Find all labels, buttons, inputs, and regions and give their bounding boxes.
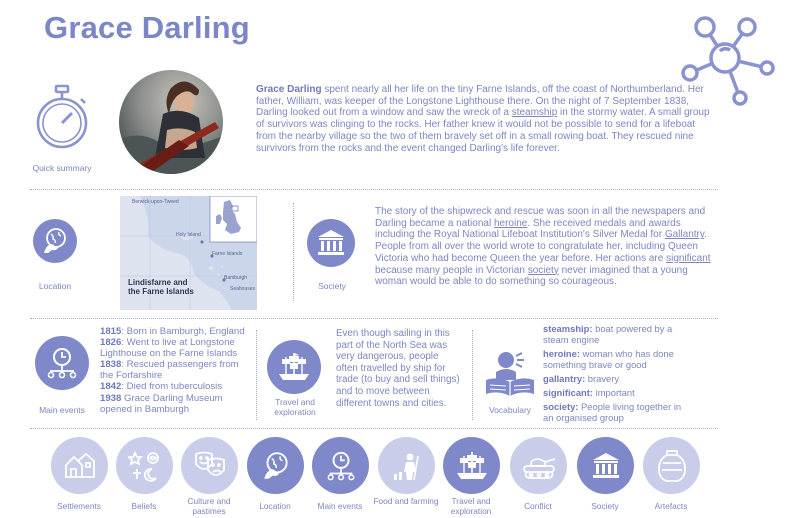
nav-main-events-button[interactable] — [312, 437, 369, 494]
vocab-item — [543, 348, 693, 370]
location-map — [120, 196, 257, 310]
vocab-def: boat powered by a steam engine — [543, 323, 673, 345]
vocab-item — [543, 373, 693, 384]
summary-name: Grace Darling — [256, 84, 322, 95]
event-item — [100, 326, 250, 337]
event-year: 1842 — [100, 381, 122, 393]
summary-term-steamship[interactable]: steamship — [511, 107, 558, 119]
nav-location-button[interactable] — [247, 437, 304, 494]
vocab-term: steamship: — [543, 323, 593, 334]
event-item — [100, 381, 250, 392]
vocab-def: woman who has done something brave or good — [543, 348, 674, 370]
vocab-item — [543, 323, 693, 345]
event-year: 1938 — [100, 392, 122, 404]
vocabulary-label: Vocabulary — [488, 405, 532, 415]
summary-text-1: spent nearly all her life on the tiny Farne Islands, off the coast of Northumberland. Her father, William, was keeper of the Longstone Lighthouse there. On the night of 7 September 1838, Darling looked out from a window and saw the wreck of a — [256, 84, 704, 119]
travel-label — [263, 397, 327, 417]
map-label-seahouses: Seahouses — [230, 286, 256, 292]
event-item — [100, 393, 250, 415]
society-text — [375, 206, 718, 288]
ship-icon — [455, 450, 489, 482]
map-caption-line-2: the Farne Islands — [128, 287, 194, 296]
location-label: Location — [38, 281, 72, 291]
religious-symbols-icon — [128, 449, 162, 483]
vocabulary-icon — [482, 350, 538, 398]
map-label-holy-island: Holy Island — [176, 232, 201, 238]
society-text-4: because many people in Victorian — [375, 264, 528, 276]
event-text: Grace Darling Museum opened in Bamburgh — [100, 392, 223, 415]
divider — [30, 428, 718, 429]
grace-darling-portrait — [119, 70, 223, 174]
event-item — [100, 337, 250, 359]
travel-icon — [267, 340, 321, 394]
vocab-def: People living together in an organised group — [543, 401, 682, 423]
nav-conflict-button[interactable] — [510, 437, 567, 494]
building-icon — [590, 451, 622, 481]
quick-summary-label: Quick summary — [32, 163, 92, 173]
event-text: : Went to live at Longstone Lighthouse on the Farne Islands — [100, 337, 238, 360]
nav-main-events-label: Main events — [317, 501, 363, 511]
event-year: 1826 — [100, 337, 122, 349]
nav-artefacts-label: Artefacts — [654, 501, 688, 511]
nav-society-button[interactable] — [577, 437, 634, 494]
divider — [472, 330, 473, 420]
vocab-term: significant: — [543, 387, 594, 398]
vocab-def: bravery — [585, 373, 620, 384]
vocab-term: gallantry: — [543, 373, 586, 384]
main-events-list — [100, 326, 250, 415]
vocab-item — [543, 387, 693, 398]
location-icon — [33, 219, 77, 263]
nav-travel-button[interactable] — [443, 437, 500, 494]
theatre-masks-icon — [192, 450, 228, 482]
main-events-icon — [35, 336, 89, 390]
travel-label-line-1: Travel and — [275, 397, 315, 407]
society-term-heroine[interactable]: heroine — [493, 217, 528, 229]
vocab-def: important — [593, 387, 635, 398]
nav-food-button[interactable] — [378, 437, 435, 494]
divider — [293, 203, 294, 301]
nav-food-label: Food and farming — [373, 496, 439, 506]
event-text: : Died from tuberculosis — [121, 381, 223, 393]
event-year: 1815 — [100, 326, 122, 337]
nav-location-label: Location — [259, 501, 291, 511]
houses-icon — [63, 451, 97, 481]
nav-beliefs-label: Beliefs — [131, 501, 157, 511]
vocab-term: society: — [543, 401, 579, 412]
map-caption — [128, 278, 194, 296]
travel-label-line-2: exploration — [274, 407, 316, 417]
vocab-item — [543, 401, 693, 423]
divider — [30, 318, 718, 319]
map-label-berwick: Berwick-upon-Tweed — [132, 199, 179, 205]
society-text-1: The story of the shipwreck and rescue was soon in all the newspapers and Darling became a national — [375, 206, 706, 229]
nav-settlements-label: Settlements — [57, 501, 101, 511]
nav-beliefs-button[interactable] — [116, 437, 173, 494]
event-item — [100, 359, 250, 381]
stopwatch-icon — [34, 84, 90, 152]
society-term-gallantry[interactable]: Gallantry — [664, 229, 705, 241]
society-label: Society — [318, 281, 346, 291]
event-text: : Rescued passengers from the Forfarshire — [100, 359, 239, 382]
map-caption-line-1: Lindisfarne and — [128, 278, 188, 287]
event-year: 1838 — [100, 359, 122, 371]
vocabulary-list — [543, 323, 693, 423]
nav-culture-label: Culture and pastimes — [187, 496, 231, 516]
globe-hand-icon — [260, 450, 292, 482]
travel-text: Even though sailing in this part of the North Sea was very dangerous, people often travelled by ship for trade (to buy and sell things) and to move between different towns and cities. — [336, 328, 460, 409]
quick-summary-text — [256, 84, 716, 154]
page-title: Grace Darling — [44, 10, 250, 45]
society-icon — [307, 219, 355, 267]
map-label-farne: Farne Islands — [212, 251, 243, 257]
map-label-bamburgh: Bamburgh — [224, 275, 248, 281]
nav-culture-button[interactable] — [181, 437, 238, 494]
vocab-term: heroine: — [543, 348, 580, 359]
society-text-2: . She received medals and awards including the Royal National Lifeboat Institution's Silver Medal for — [375, 217, 681, 241]
main-events-label: Main events — [39, 405, 85, 415]
nav-society-label: Society — [591, 501, 619, 511]
event-text: : Born in Bamburgh, England — [121, 326, 245, 337]
nav-conflict-label: Conflict — [524, 501, 552, 511]
farmer-icon — [390, 450, 424, 482]
society-term-significant[interactable]: significant — [666, 252, 711, 264]
divider — [30, 189, 718, 190]
timeline-clock-icon — [325, 450, 357, 482]
nav-settlements-button[interactable] — [51, 437, 108, 494]
vase-icon — [657, 448, 687, 484]
nav-travel-label: Travel and exploration — [450, 496, 492, 516]
tank-icon — [521, 452, 557, 480]
nav-artefacts-button[interactable] — [643, 437, 700, 494]
society-text-5: never imagined that a young woman would be able to do something so courageous. — [375, 264, 688, 288]
society-text-3: . People from all over the world wrote to congratulate her, including Queen Victoria who had become Queen the year before. Her actions are — [375, 229, 707, 264]
society-term-society[interactable]: society — [527, 264, 559, 276]
divider — [256, 330, 257, 420]
summary-text-2: in the stormy water. A small group of survivors was clinging to the rocks. Her father knew it would not be possible to send for a lifeboat from the nearby village so the two of them bravely set off in a small rowing boat. They rescued nine survivors from the rocks and the event changed Darling's life forever. — [256, 107, 710, 154]
